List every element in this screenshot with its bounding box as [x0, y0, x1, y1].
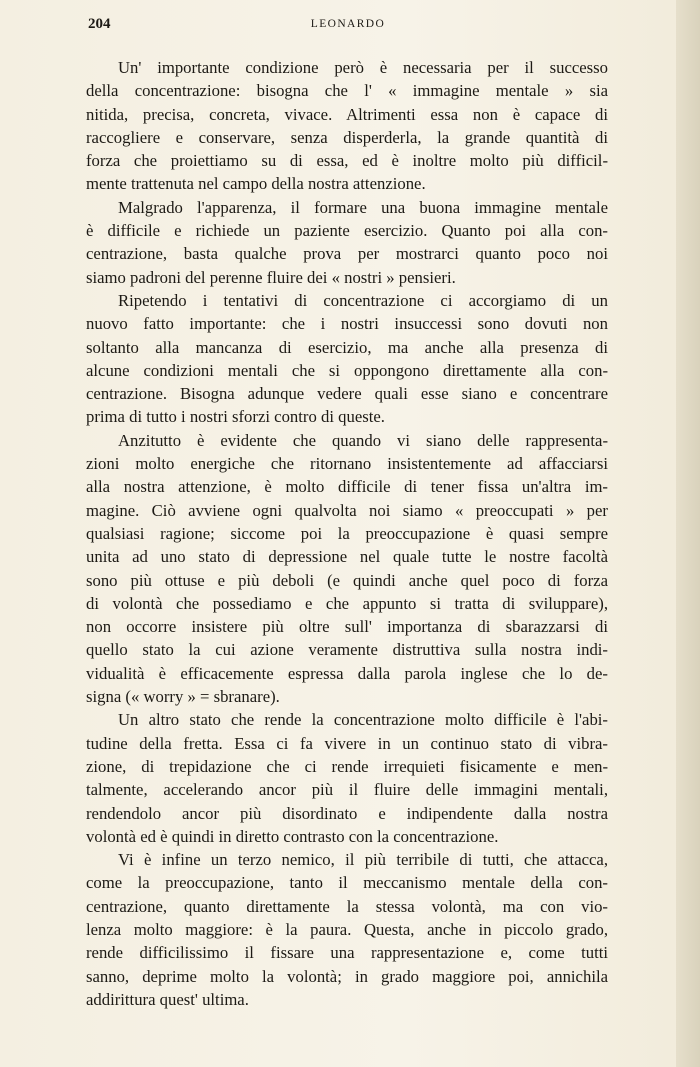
text-line: nuovo fatto importante: che i nostri insuccessi sono dovuti non [86, 314, 608, 334]
paragraph [86, 848, 608, 1011]
text-line: sanno, deprime molto la volontà; in grado maggiore poi, annichila [86, 966, 608, 986]
page-edge [676, 0, 700, 1067]
text-line: alcune condizioni mentali che si oppongono direttamente alla con- [86, 360, 608, 380]
text-line: Vi è infine un terzo nemico, il più terribile di tutti, che attacca, [118, 850, 608, 870]
body-text [86, 56, 608, 1011]
text-line: unita ad uno stato di depressione nel quale tutte le nostre facoltà [86, 547, 608, 567]
text-line: siamo padroni del perenne fluire dei « nostri » pensieri. [86, 267, 456, 287]
text-line: vidualità è efficacemente espressa dalla parola inglese che lo de- [86, 663, 608, 683]
text-line: signa (« worry » = sbranare). [86, 687, 280, 707]
text-line: di volontà che possediamo e che appunto si tratta di sviluppare), [86, 593, 608, 613]
text-line: sono più ottuse e più deboli (e quindi anche quel poco di forza [86, 570, 608, 590]
text-line: non occorre insistere più oltre sull' importanza di sbarazzarsi di [86, 617, 608, 637]
paragraph [86, 56, 608, 196]
text-line: prima di tutto i nostri sforzi contro di queste. [86, 407, 385, 427]
running-head: LEONARDO [310, 18, 386, 30]
text-line: addirittura quest' ultima. [86, 989, 249, 1009]
page-header [88, 16, 608, 36]
text-line: talmente, accelerando ancor più il fluire delle immagini mentali, [86, 780, 608, 800]
text-line: della concentrazione: bisogna che l' « immagine mentale » sia [86, 81, 608, 101]
text-line: magine. Ciò avviene ogni qualvolta noi siamo « preoccupati » per [86, 500, 608, 520]
text-line: raccogliere e conservare, senza disperderla, la grande quantità di [86, 127, 608, 147]
paragraph [86, 708, 608, 848]
text-line: come la preoccupazione, tanto il meccanismo mentale della con- [86, 873, 608, 893]
text-line: alla nostra attenzione, è molto difficile di tener fissa un'altra im- [86, 477, 608, 497]
text-line: Anzitutto è evidente che quando vi siano delle rappresenta- [118, 430, 608, 450]
text-line: è difficile e richiede un paziente esercizio. Quanto poi alla con- [86, 221, 608, 241]
paragraph [86, 429, 608, 709]
text-line: Un altro stato che rende la concentrazione molto difficile è l'abi- [118, 710, 608, 730]
text-line: qualsiasi ragione; siccome poi la preoccupazione è quasi sempre [86, 523, 608, 543]
text-line: centrazione, basta qualche prova per mostrarci quanto poco noi [86, 244, 608, 264]
text-line: Un' importante condizione però è necessaria per il successo [118, 58, 608, 77]
text-line: Malgrado l'apparenza, il formare una buona immagine mentale [118, 197, 608, 217]
page-number: 204 [88, 16, 111, 32]
text-line: Ripetendo i tentativi di concentrazione ci accorgiamo di un [118, 290, 608, 310]
text-line: zione, di trepidazione che ci rende irrequieti fisicamente e men- [86, 756, 608, 776]
text-line: tudine della fretta. Essa ci fa vivere in un continuo stato di vibra- [86, 733, 608, 753]
text-line: nitida, precisa, concreta, vivace. Altrimenti essa non è capace di [86, 104, 608, 124]
text-line: mente trattenuta nel campo della nostra attenzione. [86, 174, 426, 194]
text-line: quello stato la cui azione veramente distruttiva sulla nostra indi- [86, 640, 608, 660]
text-line: zioni molto energiche che ritornano insistentemente ad affacciarsi [86, 454, 608, 474]
text-line: soltanto alla mancanza di esercizio, ma anche alla presenza di [86, 337, 608, 357]
text-line: rende difficilissimo il fissare una rappresentazione e, come tutti [86, 943, 608, 963]
text-line: volontà ed è quindi in diretto contrasto con la concentrazione. [86, 826, 499, 846]
text-line: centrazione, quanto direttamente la stessa volontà, ma con vio- [86, 896, 608, 916]
text-line: rendendolo ancor più disordinato e indipendente dalla nostra [86, 803, 608, 823]
paragraph [86, 196, 608, 289]
text-line: lenza molto maggiore: è la paura. Questa, anche in piccolo grado, [86, 919, 608, 939]
paragraph [86, 289, 608, 429]
text-line: centrazione. Bisogna adunque vedere quali esse siano e concentrare [86, 384, 608, 404]
text-line: forza che proiettiamo su di essa, ed è inoltre molto più difficil- [86, 151, 608, 171]
